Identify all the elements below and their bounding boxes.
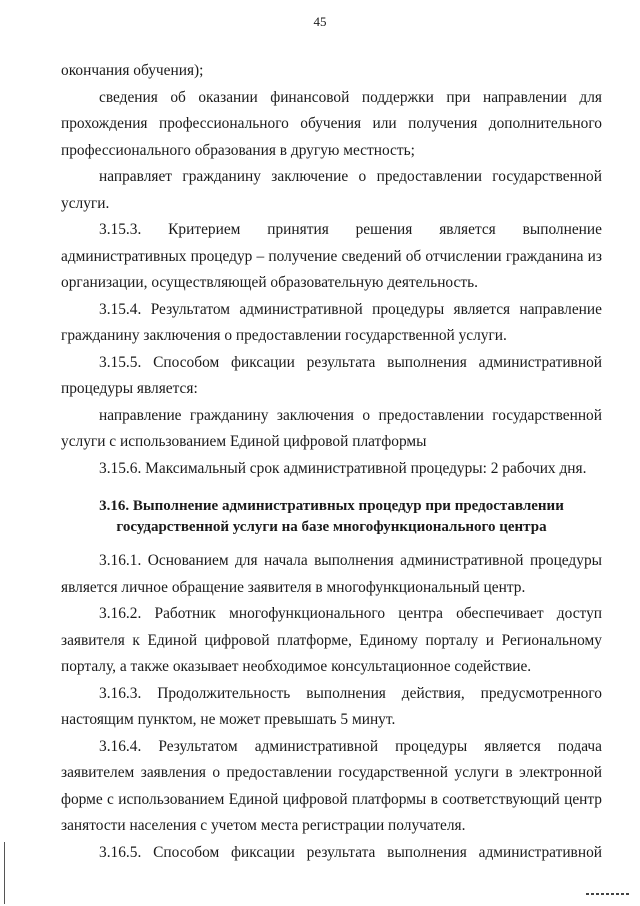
paragraph: 3.15.5. Способом фиксации результата выполнения административной процедуры является: — [61, 353, 602, 397]
paragraph: окончания обучения); — [61, 62, 204, 79]
spacer — [61, 482, 602, 496]
paragraph: 3.16.3. Продолжительность выполнения действия, предусмотренного настоящим пунктом, не может превышать 5 минут. — [61, 684, 602, 728]
paragraph: 3.15.6. Максимальный срок административной процедуры: 2 рабочих дня. — [99, 459, 587, 477]
paragraph: сведения об оказании финансовой поддержки при направлении для прохождения профессионального обучения или получения дополнительного профессионального образования в другую местность; — [61, 88, 602, 159]
document-body — [61, 58, 602, 866]
paragraph: 3.16.2. Работник многофункционального центра обеспечивает доступ заявителя к Единой цифровой платформе, Единому порталу и Региональному порталу, а также оказывает необходимое консультационное содействие. — [61, 605, 602, 675]
paragraph: 3.16.5. Способом фиксации результата выполнения административной — [99, 843, 602, 861]
paragraph: направляет гражданину заключение о предоставлении государственной услуги. — [61, 168, 602, 212]
scan-artifact — [586, 893, 630, 895]
section-heading: 3.16. Выполнение административных процедур при предоставлении государственной услуги на базе многофункционального центра — [99, 498, 564, 535]
paragraph: 3.15.4. Результатом административной процедуры является направление гражданину заключения о предоставлении государственной услуги. — [61, 300, 602, 344]
spacer — [61, 538, 602, 548]
paragraph: 3.16.1. Основанием для начала выполнения административной процедуры является личное обращение заявителя в многофункциональный центр. — [61, 552, 602, 596]
scan-margin-line — [4, 842, 5, 904]
paragraph: 3.15.3. Критерием принятия решения является выполнение административных процедур – получение сведений об отчислении гражданина из организации, осуществляющей образовательную деятельность. — [61, 221, 602, 291]
paragraph: 3.16.4. Результатом административной процедуры является подача заявителем заявления о предоставлении государственной услуги в электронной форме с использованием Единой цифровой платформы в соответствующий центр занятости населения с учетом места регистрации получателя. — [61, 737, 602, 834]
paragraph: направление гражданину заключения о предоставлении государственной услуги с использованием Единой цифровой платформы — [61, 406, 602, 450]
page-number: 45 — [313, 14, 327, 29]
